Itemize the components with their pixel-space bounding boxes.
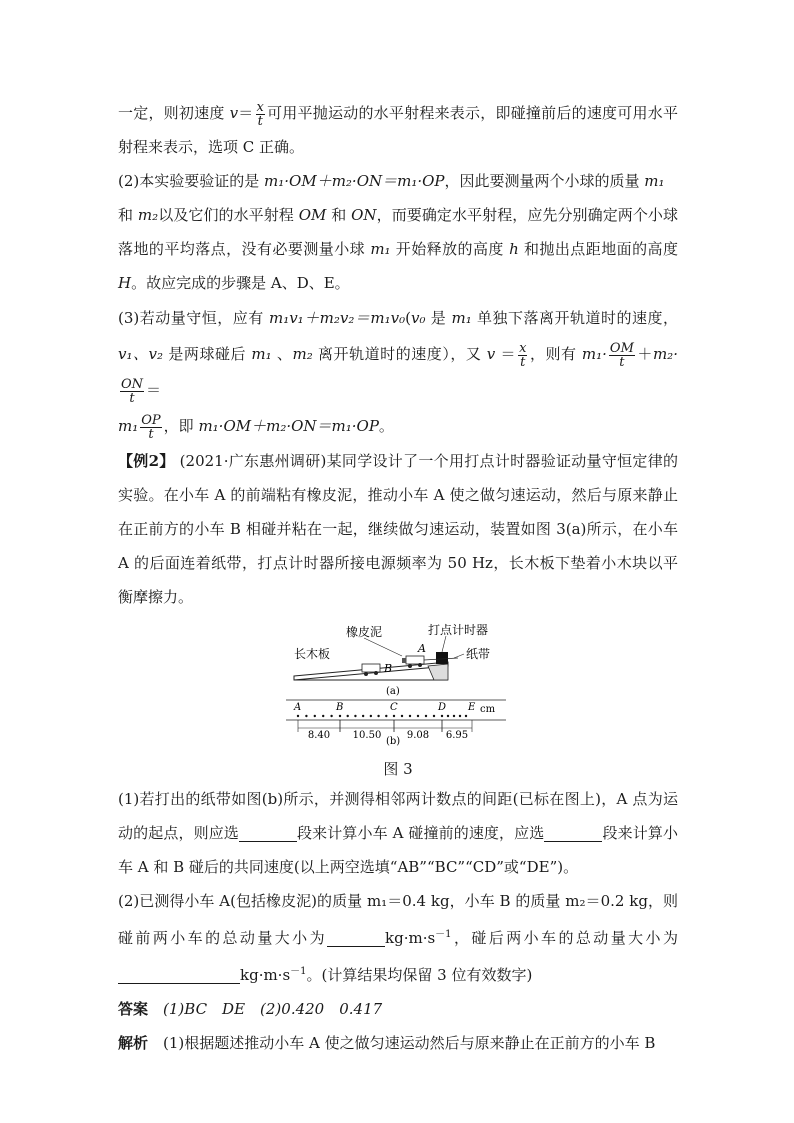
label-board: 长木板 xyxy=(294,647,331,661)
fraction-op-over-t: $\frac{OP}{t}$ xyxy=(141,412,161,442)
label-timer: 打点计时器 xyxy=(428,623,489,637)
text: 可用平抛运动的水平射程来表示，即碰撞前后的速度可用水平射程来表示，选项 C 正确。 xyxy=(118,104,678,156)
tape-dot xyxy=(354,715,356,717)
wheel xyxy=(364,672,368,676)
car-a xyxy=(406,656,424,664)
answer-blank-4[interactable] xyxy=(118,965,240,984)
wheel xyxy=(408,664,412,668)
distance-label: 10.50 xyxy=(352,730,382,741)
tape-dot xyxy=(453,715,455,717)
timer-block xyxy=(436,652,448,664)
question-1: (1)若打出的纸带如图(b)所示，并测得相邻两计数点的间距(已标在图上)，A 点为运动的起点，则应选 段来计算小车 A 碰撞前的速度，应选 段来计算小车 A 和 B 碰后的共同速度(以上两空选填“AB”“BC”“CD”或“DE”)。 xyxy=(118,790,678,876)
analysis-text: (1)根据题述推动小车 A 使之做匀速运动然后与原来静止在正前方的小车 B xyxy=(163,1034,656,1052)
distance-label: 9.08 xyxy=(406,730,430,741)
text: 一定，则初速度 xyxy=(118,104,230,122)
fraction-x-over-t: $\frac{x}{t}$ xyxy=(256,99,264,129)
point-label-a: A xyxy=(294,702,302,713)
tape-dot xyxy=(322,715,324,717)
tape-dot xyxy=(370,715,372,717)
paragraph-step-3: (3)若动量守恒，应有 m₁v₁＋m₂v₂＝m₁v₀(v₀ 是 m₁ 单独下落离开轨道时的速度，v₁、v₂ 是两球碰后 m₁ 、m₂ 离开轨道时的速度），又 v ＝ $\frac{x}{t}$ ，则有 m₁· $\frac{OM}{t}$ ＋m₂· $\frac{ON}{t}$ ＝ m₁ $\frac{OP}{t}$ ，即 m₁·OM＋m₂·ON＝m₁·OP。 xyxy=(118,309,678,442)
answer-text: (1)BC DE (2)0.420 0.417 xyxy=(163,1000,383,1018)
tape-dot xyxy=(441,715,443,717)
figure-caption: 图 3 xyxy=(383,760,413,778)
paragraph-initial-velocity xyxy=(118,96,678,164)
tape-dot xyxy=(401,715,403,717)
text: ＝ xyxy=(238,104,254,122)
tape-dot xyxy=(425,715,427,717)
label-tape: 纸带 xyxy=(466,647,491,661)
point-label-e: E xyxy=(468,702,476,713)
question-2: (2)已测得小车 A(包括橡皮泥)的质量 m₁＝0.4 kg，小车 B 的质量 m₂＝0.2 kg，则碰前两小车的总动量大小为 $kg\cdot m\cdot s^{-1}$，碰后两小车的总动量大小为$kg\cdot m\cdot s^{-1}$。(计算结果均保留 3 位有效数字) xyxy=(118,892,678,984)
tape-dot xyxy=(297,715,299,717)
fraction-om-over-t: $\frac{OM}{t}$ xyxy=(609,340,634,370)
answer xyxy=(118,992,678,1026)
apparatus-diagram xyxy=(118,620,678,800)
answer-label: 答案 xyxy=(118,1000,149,1018)
unit-cm: cm xyxy=(480,704,496,715)
formula: m₁·OM＋m₂·ON＝m₁·OP xyxy=(264,172,445,190)
label-putty: 橡皮泥 xyxy=(346,625,383,639)
wedge-block xyxy=(428,664,448,680)
tape-dot xyxy=(465,715,467,717)
answer-blank-3[interactable] xyxy=(327,928,385,947)
wheel xyxy=(374,671,378,675)
document-page xyxy=(118,96,678,1060)
tape-dot xyxy=(417,715,419,717)
tape-dot xyxy=(447,715,449,717)
putty xyxy=(402,658,406,663)
label-a: A xyxy=(418,642,426,655)
analysis-label: 解析 xyxy=(118,1034,149,1052)
caption-b: (b) xyxy=(386,736,401,747)
car-b xyxy=(362,664,380,672)
point-label-d: D xyxy=(438,702,447,713)
tape-dot xyxy=(377,715,379,717)
analysis xyxy=(118,1026,678,1060)
tape-dot xyxy=(362,715,364,717)
tape-dot xyxy=(305,715,307,717)
tape-dot xyxy=(314,715,316,717)
paragraph-step-2: (2)本实验要验证的是 m₁·OM＋m₂·ON＝m₁·OP，因此要测量两个小球的质量 m₁ 和 m₂以及它们的水平射程 OM 和 ON，而要确定水平射程，应先分别确定两个小球落地的平均落点，没有必要测量小球 m₁ 开始释放的高度 h 和抛出点距地面的高度 H。故应完成的步骤是 A、D、E。 xyxy=(118,172,678,292)
tape-dot xyxy=(330,715,332,717)
tape-dot xyxy=(339,715,341,717)
wheel xyxy=(418,663,422,667)
tape-dot xyxy=(393,715,395,717)
tape-dot xyxy=(459,715,461,717)
caption-a: (a) xyxy=(386,686,400,697)
figure-3 xyxy=(118,620,678,800)
tape-marks xyxy=(293,702,476,741)
label-b: B xyxy=(384,662,393,675)
point-label-c: C xyxy=(390,702,398,713)
tape-dot xyxy=(409,715,411,717)
answer-blank-1[interactable] xyxy=(239,823,297,842)
example-tag: 【例2】 xyxy=(118,452,175,470)
distance-label: 8.40 xyxy=(307,730,331,741)
answer-blank-2[interactable] xyxy=(544,823,602,842)
var-v: v xyxy=(229,104,239,122)
distance-label: 6.95 xyxy=(445,730,469,741)
tape-dot xyxy=(433,715,435,717)
tape-dot xyxy=(347,715,349,717)
example-2-statement: 【例2】 (2021·广东惠州调研)某同学设计了一个用打点计时器验证动量守恒定律的实验。在小车 A 的前端粘有橡皮泥，推动小车 A 使之做匀速运动，然后与原来静止在正前方的小车 B 相碰并粘在一起，继续做匀速运动，装置如图 3(a)所示，在小车 A 的后面连着纸带，打点计时器所接电源频率为 50 Hz，长木板下垫着小木块以平衡摩擦力。 xyxy=(118,452,679,606)
point-label-b: B xyxy=(336,702,344,713)
tape-dot xyxy=(385,715,387,717)
fraction-on-over-t: $\frac{ON}{t}$ xyxy=(121,376,144,406)
fraction-x-over-t: $\frac{x}{t}$ xyxy=(519,340,527,370)
